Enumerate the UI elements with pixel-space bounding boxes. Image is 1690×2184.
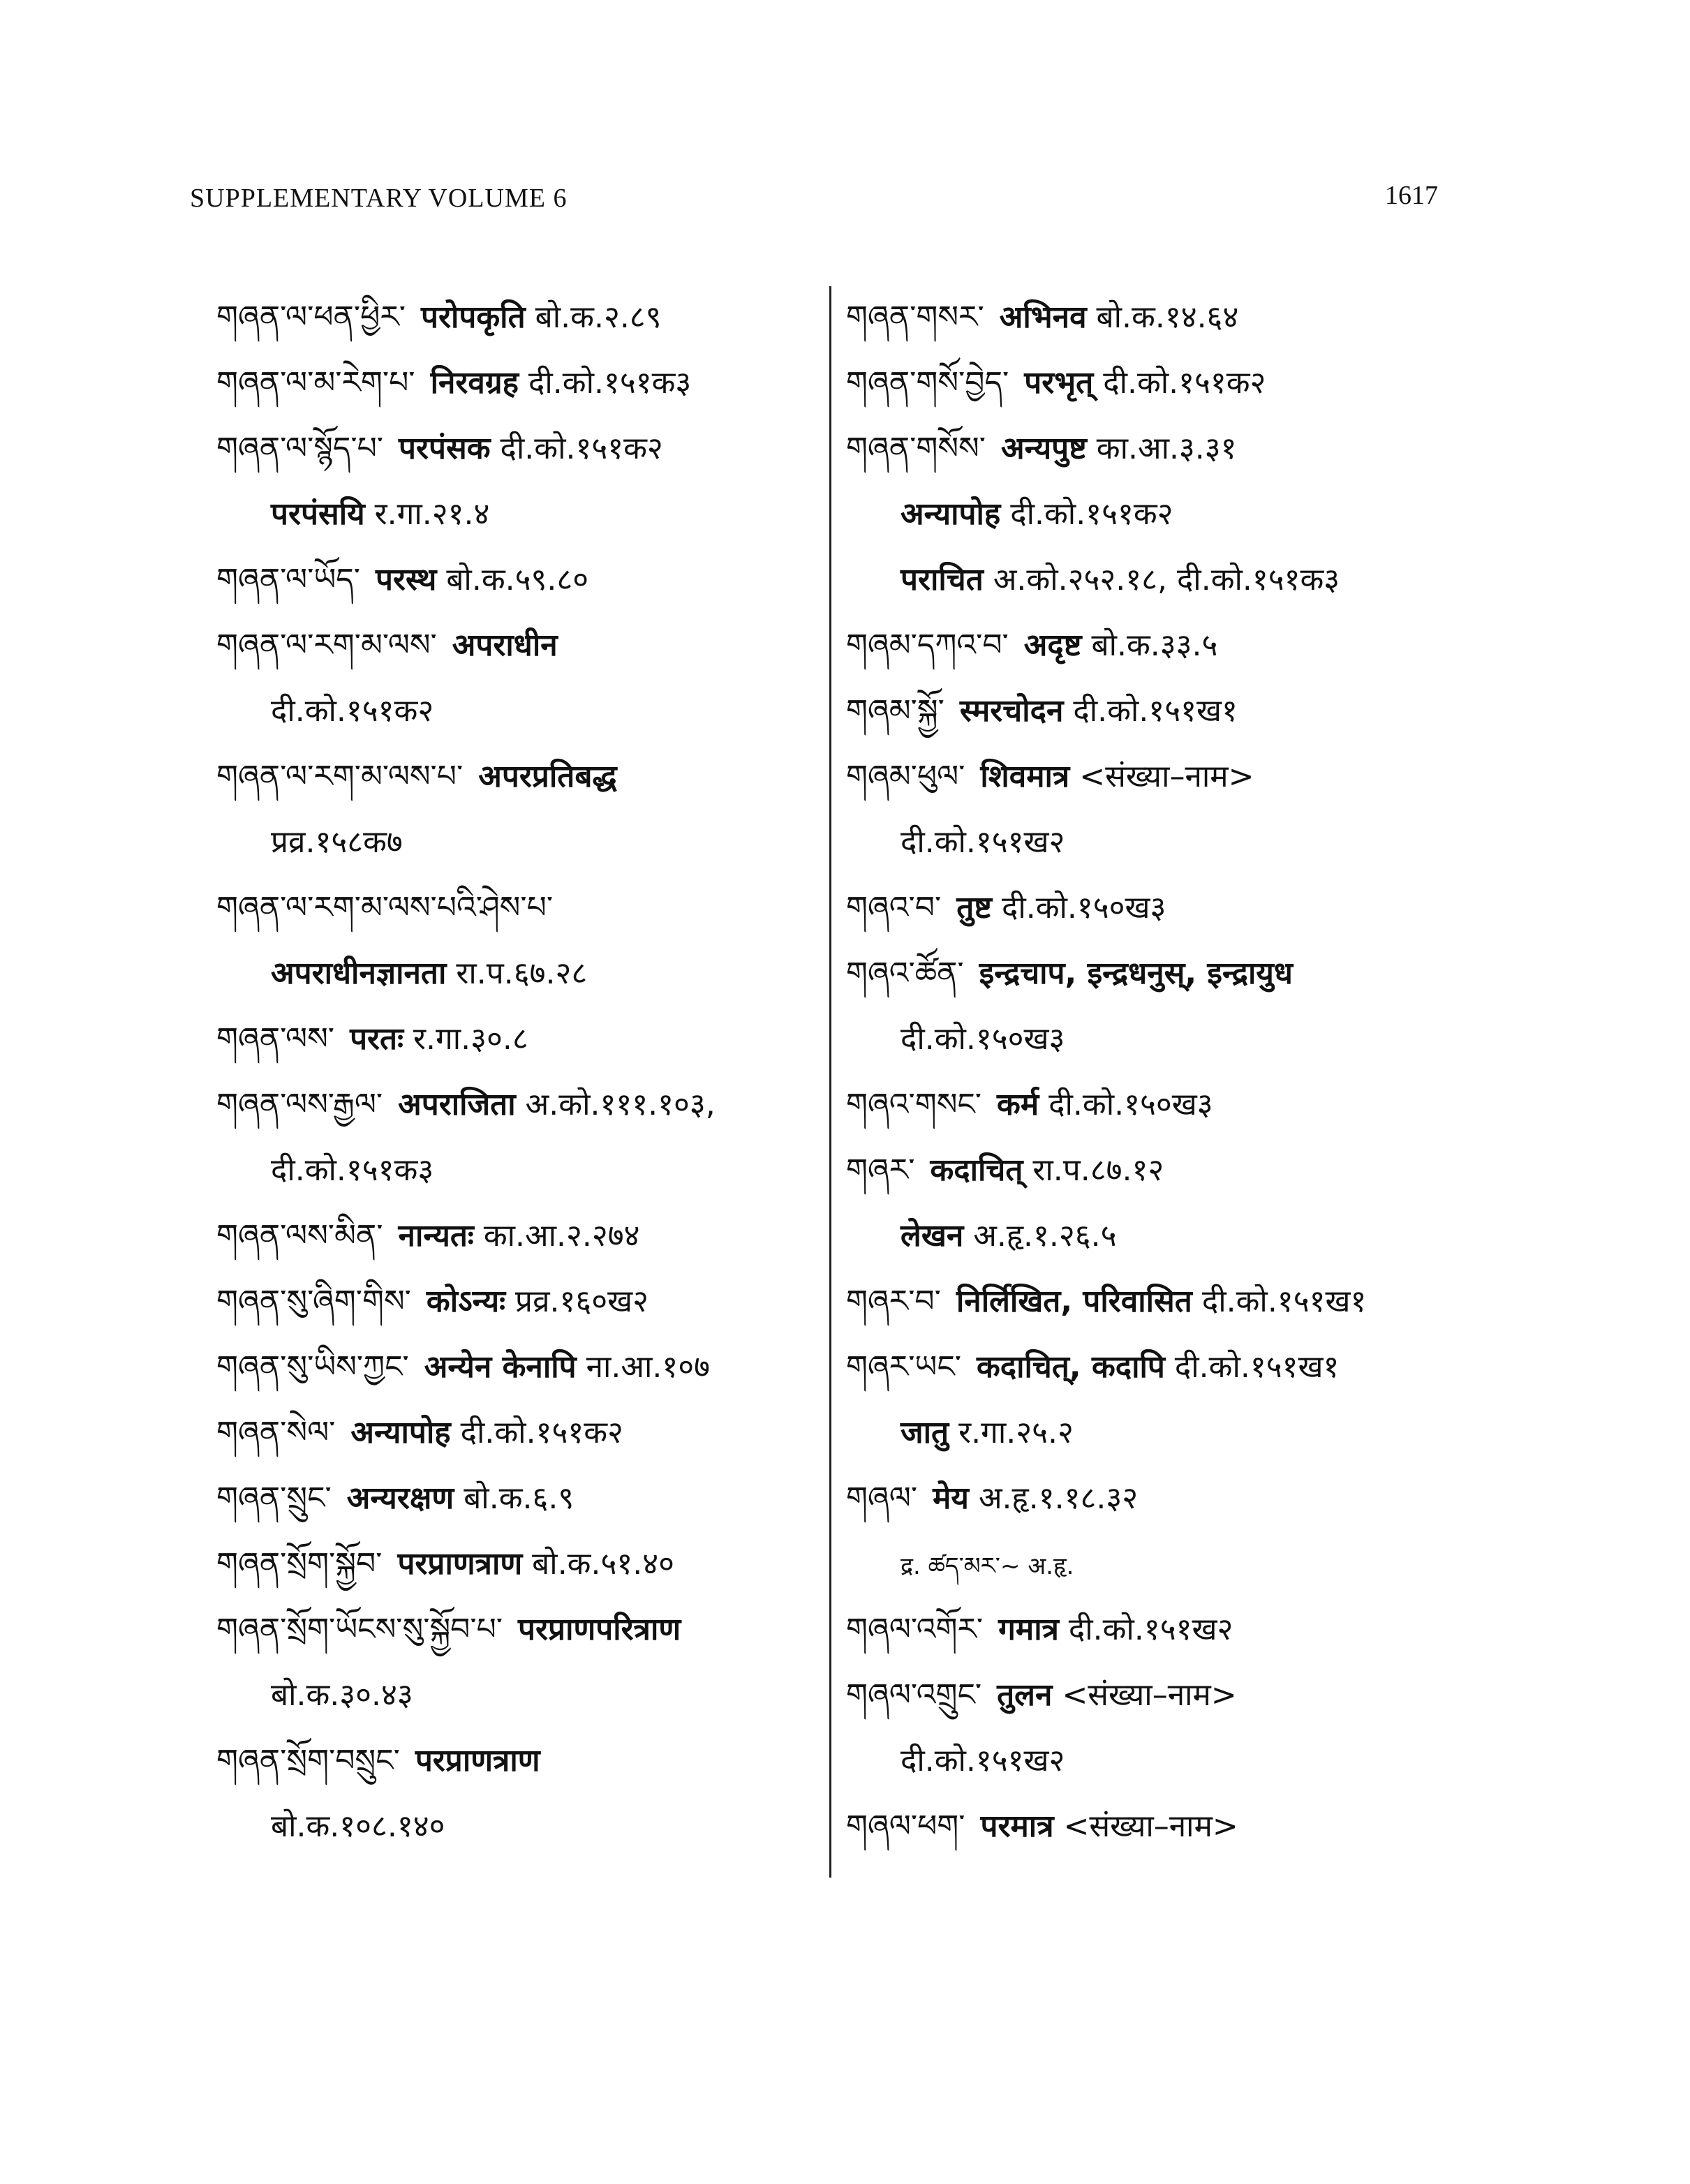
tibetan-headword: གཞན་ལས་ (216, 1021, 335, 1057)
entry-line (846, 887, 1166, 929)
sanskrit-equivalent: परतः (350, 1021, 404, 1057)
tibetan-headword: གཞན་ལ་རག་མ་ལས་པ་ (216, 759, 464, 794)
entry-line (900, 1018, 1065, 1060)
entry-line (846, 428, 1237, 470)
sanskrit-equivalent: तुष्ट (956, 890, 992, 926)
source-reference: दी.को.१५१ख२ (1068, 1612, 1233, 1647)
sanskrit-equivalent: अपराधीनज्ञानता (271, 956, 447, 991)
entry-line (216, 887, 568, 929)
source-reference: दी.को.१५०ख३ (1001, 890, 1166, 926)
source-reference: बो.क.५९.८० (446, 562, 589, 597)
source-reference: बो.क.१०८.१४० (271, 1808, 445, 1844)
entry-line (846, 690, 1238, 732)
sanskrit-equivalent: अन्यपुष्ट (1000, 431, 1087, 466)
page-number: 1617 (1385, 181, 1438, 210)
sanskrit-equivalent: परोपकृति (421, 299, 526, 335)
entry-line (216, 1215, 639, 1257)
entry-line (216, 1346, 710, 1388)
source-reference: बो.क.२.८९ (535, 299, 662, 335)
source-reference: दी.को.१५१क२ (1103, 365, 1266, 401)
source-reference: प्रव्र.१५८क७ (271, 824, 403, 860)
entry-line (846, 1806, 1238, 1848)
source-reference: बो.क.६.९ (464, 1480, 575, 1516)
source-reference: <संख्या–नाम> (1062, 1677, 1237, 1713)
tibetan-headword: གཞལ་འགྲུང་ (846, 1677, 982, 1713)
entry-line (846, 625, 1217, 667)
tibetan-headword: གཞར་ (846, 1152, 915, 1188)
source-reference: दी.को.१५१क२ (1010, 496, 1173, 532)
tibetan-headword: གཞན་ལ་ཕན་ཕྱིར་ (216, 299, 406, 335)
sanskrit-equivalent: परपंसयि (271, 496, 365, 532)
entry-line (216, 1084, 716, 1126)
sanskrit-equivalent: अभिनव (999, 299, 1087, 335)
tibetan-headword: གཞམ་ཕུལ་ (846, 759, 965, 794)
tibetan-headword: གཞན་ལས་རྒྱལ་ (216, 1087, 383, 1122)
source-reference: अ.को.१११.१०३, (525, 1087, 716, 1122)
source-reference: का.आ.३.३१ (1096, 431, 1237, 466)
entry-line (900, 822, 1065, 863)
sanskrit-equivalent: अन्येन केनापि (424, 1349, 577, 1385)
tibetan-headword: གཞན་ལ་རག་མ་ལས་ (216, 627, 437, 663)
source-reference: दी.को.१५०ख३ (900, 1021, 1065, 1057)
source-reference: दी.को.१५१क३ (271, 1152, 434, 1188)
sanskrit-equivalent: अपराजिता (398, 1087, 516, 1122)
sanskrit-equivalent: कदाचित् (930, 1152, 1023, 1188)
source-reference: दी.को.१५१क२ (460, 1415, 623, 1450)
tibetan-headword: གཞམ་དཀའ་བ་ (846, 627, 1009, 663)
source-reference: अ.हृ.१.१८.३२ (978, 1480, 1139, 1516)
entry-line (900, 493, 1173, 535)
source-reference: र.गा.२५.२ (958, 1415, 1074, 1450)
tibetan-headword: གཞམ་སྐྱོ་ (846, 693, 944, 729)
entry-line (216, 362, 691, 404)
source-reference: <संख्या–नाम> (1079, 759, 1254, 794)
sanskrit-equivalent: पराचित (900, 562, 984, 597)
tibetan-headword: གཞའ་བ་ (846, 890, 942, 926)
sanskrit-equivalent: कोऽन्यः (426, 1284, 506, 1319)
tibetan-headword: གཞན་སྲོག་བསྲུང་ (216, 1743, 400, 1778)
entry-line (846, 362, 1266, 404)
sanskrit-equivalent: कर्म (997, 1087, 1039, 1122)
tibetan-headword: གཞར་བ་ (846, 1284, 941, 1319)
entry-line (216, 1018, 528, 1060)
sanskrit-equivalent: परमात्र (980, 1808, 1054, 1844)
tibetan-headword: གཞན་ལ་སྙོད་པ་ (216, 431, 384, 466)
source-reference: का.आ.२.२७४ (483, 1218, 640, 1254)
sanskrit-equivalent: अन्यापोह (350, 1415, 451, 1450)
entry-line (216, 559, 588, 601)
entry-line (846, 1150, 1164, 1191)
entry-line (216, 428, 663, 470)
source-reference: दी.को.१५१क२ (271, 693, 434, 729)
sanskrit-equivalent: परप्राणत्राण (397, 1546, 523, 1582)
entry-line (846, 953, 1303, 995)
source-reference: प्रव्र.१६०ख२ (515, 1284, 649, 1319)
tibetan-headword: གཞན་སུ་ཡིས་ཀྱང་ (216, 1349, 409, 1385)
source-reference: दी.को.१५१ख२ (900, 1743, 1065, 1778)
entry-line (900, 1543, 1074, 1585)
sanskrit-equivalent: गमात्र (998, 1612, 1059, 1647)
entry-line (900, 1215, 1117, 1257)
entry-line (216, 1543, 674, 1585)
entry-line (216, 1412, 623, 1454)
source-reference: ना.आ.१०७ (586, 1349, 711, 1385)
entry-line (900, 1412, 1074, 1454)
running-header: SUPPLEMENTARY VOLUME 6 (190, 184, 568, 213)
tibetan-headword: གཞན་སེལ་ (216, 1415, 336, 1450)
entry-line (846, 756, 1254, 798)
sanskrit-equivalent: लेखन (900, 1218, 964, 1254)
sanskrit-equivalent: नान्यतः (398, 1218, 474, 1254)
entry-line (846, 1084, 1213, 1126)
source-reference: रा.प.६७.२८ (456, 956, 588, 991)
entry-line (216, 1740, 550, 1782)
source-reference: र.गा.३०.८ (413, 1021, 528, 1057)
source-reference: द्र. ཚད་མར་~ अ.हृ. (900, 1552, 1074, 1580)
source-reference: दी.को.१५०ख३ (1048, 1087, 1213, 1122)
sanskrit-equivalent: अपरप्रतिबद्ध (478, 759, 617, 794)
source-reference: दी.को.१५१क२ (500, 431, 663, 466)
tibetan-headword: གཞན་ལ་ཡོད་ (216, 562, 360, 597)
tibetan-headword: གཞན་ལས་མིན་ (216, 1218, 383, 1254)
tibetan-headword: གཞན་ལ་མ་རེག་པ་ (216, 365, 415, 401)
entry-line (271, 822, 403, 863)
source-reference: रा.प.८७.१२ (1032, 1152, 1164, 1188)
source-reference: दी.को.१५१ख१ (1174, 1349, 1340, 1385)
sanskrit-equivalent: परस्थ (375, 562, 437, 597)
sanskrit-equivalent: इन्द्रचाप, इन्द्रधनुस्, इन्द्रायुध (979, 956, 1293, 991)
sanskrit-equivalent: मेय (933, 1480, 969, 1516)
entry-line (846, 1609, 1233, 1651)
entry-line (216, 1281, 648, 1323)
entry-line (216, 1478, 574, 1520)
entry-line (216, 1609, 690, 1651)
entry-line (216, 756, 627, 798)
entry-line (846, 297, 1238, 339)
entry-line (846, 1674, 1237, 1716)
tibetan-headword: གཞལ་ཕག་ (846, 1808, 965, 1844)
tibetan-headword: གཞན་གསར་ (846, 299, 984, 335)
entry-line (846, 1346, 1339, 1388)
source-reference: र.गा.२१.४ (374, 496, 490, 532)
entry-line (271, 690, 433, 732)
sanskrit-equivalent: परप्राणपरित्राण (518, 1612, 681, 1647)
tibetan-headword: གཞར་ཡང་ (846, 1349, 961, 1385)
sanskrit-equivalent: निर्लिखित, परिवासित (956, 1284, 1192, 1319)
source-reference: अ.को.२५२.१८, दी.को.१५१क३ (993, 562, 1340, 597)
source-reference: दी.को.१५१ख१ (1073, 693, 1238, 729)
column-divider (829, 286, 831, 1878)
sanskrit-equivalent: स्मरचोदन (959, 693, 1064, 729)
entry-line (846, 1281, 1366, 1323)
source-reference: बो.क.१४.६४ (1096, 299, 1239, 335)
tibetan-headword: གཞན་སྲོག་སྐྱོབ་ (216, 1546, 383, 1582)
entry-line (271, 953, 587, 995)
sanskrit-equivalent: परपंसक (399, 431, 491, 466)
sanskrit-equivalent: जातु (900, 1415, 949, 1450)
source-reference: अ.हृ.१.२६.५ (973, 1218, 1117, 1254)
source-reference: बो.क.३०.४३ (271, 1677, 413, 1713)
sanskrit-equivalent: तुलन (997, 1677, 1053, 1713)
source-reference: दी.को.१५१ख२ (900, 824, 1065, 860)
source-reference: दी.को.१५१क३ (528, 365, 692, 401)
sanskrit-equivalent: अन्यापोह (900, 496, 1001, 532)
entry-line (846, 1478, 1138, 1520)
tibetan-headword: གཞལ་ (846, 1480, 918, 1516)
tibetan-headword: གཞན་སུ་ཞིག་གིས་ (216, 1284, 411, 1319)
sanskrit-equivalent: शिवमात्र (980, 759, 1070, 794)
sanskrit-equivalent: अन्यरक्षण (346, 1480, 454, 1516)
tibetan-headword: གཞའ་ཚོན་ (846, 956, 964, 991)
tibetan-headword: གཞན་སྲུང་ (216, 1480, 332, 1516)
tibetan-headword: གཞན་སྲོག་ཡོངས་སུ་སྐྱོབ་པ་ (216, 1612, 503, 1647)
source-reference: बो.क.३३.५ (1091, 627, 1218, 663)
tibetan-headword: གཞའ་གསང་ (846, 1087, 982, 1122)
entry-line (216, 625, 568, 667)
sanskrit-equivalent: अदृष्ट (1023, 627, 1082, 663)
entry-line (271, 1806, 445, 1848)
sanskrit-equivalent: अपराधीन (452, 627, 558, 663)
tibetan-headword: གཞན་ལ་རག་མ་ལས་པའི་ཤེས་པ་ (216, 890, 554, 926)
entry-line (900, 559, 1340, 601)
sanskrit-equivalent: निरवग्रह (430, 365, 519, 401)
source-reference: बो.क.५१.४० (532, 1546, 674, 1582)
tibetan-headword: གཞན་གསོ་བྱེད་ (846, 365, 1009, 401)
source-reference: <संख्या–नाम> (1063, 1808, 1238, 1844)
entry-line (271, 493, 489, 535)
entry-line (216, 297, 662, 339)
sanskrit-equivalent: परभृत् (1024, 365, 1094, 401)
entry-line (271, 1674, 413, 1716)
tibetan-headword: གཞན་གསོས་ (846, 431, 986, 466)
entry-line (271, 1150, 433, 1191)
sanskrit-equivalent: परप्राणत्राण (415, 1743, 540, 1778)
tibetan-headword: གཞལ་འགོར་ (846, 1612, 984, 1647)
source-reference: दी.को.१५१ख१ (1201, 1284, 1367, 1319)
entry-line (900, 1740, 1065, 1782)
sanskrit-equivalent: कदाचित्, कदापि (976, 1349, 1165, 1385)
